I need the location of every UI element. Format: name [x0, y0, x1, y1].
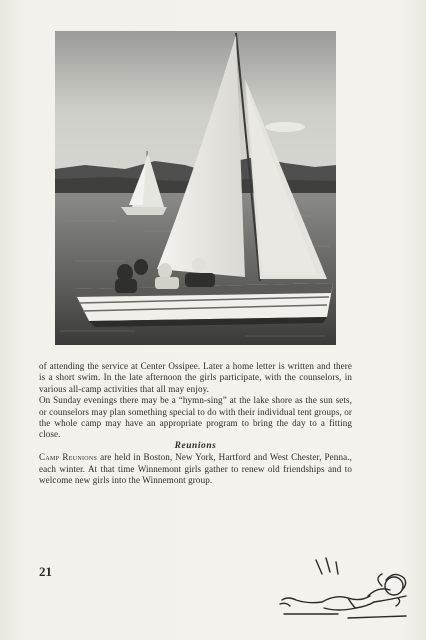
- paragraph-reunions: [39, 452, 352, 486]
- body-text: [39, 361, 352, 486]
- paragraph-sunday-evenings: On Sunday evenings there may be a “hymn-sing” at the lake shore as the sun sets, or counselors may plan something special to do with their individual tent groups, or the whole camp may have an appropriate program to bring the day to a fitting close.: [39, 395, 352, 440]
- reunions-lead: Camp Reunions: [39, 452, 98, 463]
- section-heading-reunions: Reunions: [174, 440, 217, 451]
- reunions-text: are held in Boston, New York, Hartford and West Chester, Penna., each winter. At that time Winnemont girls gather to renew old friendships and to welcome new girls into the Winnemont group.: [39, 452, 352, 486]
- paragraph-service: of attending the service at Center Ossipee. Later a home letter is written and there is a short swim. In the late afternoon the girls participate, with the counselors, in various all-camp activities that all may enjoy.: [39, 361, 352, 394]
- sailboat-photo: [55, 31, 336, 345]
- sunbathing-figure-sketch-icon: [278, 556, 414, 622]
- sailboat-illustration: [55, 31, 336, 345]
- page-number: 21: [39, 564, 52, 579]
